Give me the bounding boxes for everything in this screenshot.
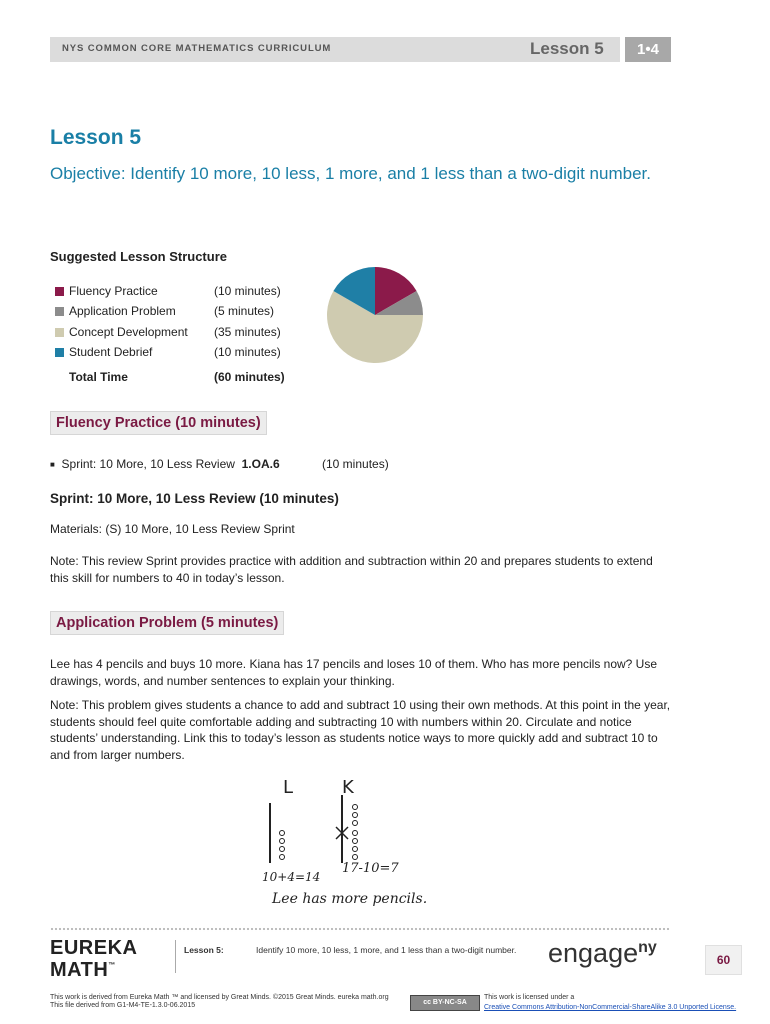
bullet-standard: 1.OA.6 (241, 457, 280, 471)
sprint-note: Note: This review Sprint provides practice with addition and subtraction within 20 and prepares students to extend this skill for numbers to 40 in today’s lesson. (50, 554, 653, 585)
structure-heading: Suggested Lesson Structure (50, 249, 227, 264)
legend-swatch (55, 307, 64, 316)
logo-line2: MATH (50, 959, 109, 981)
pencil-circle (280, 855, 285, 860)
application-heading: Application Problem (5 minutes) (50, 611, 284, 635)
legend-minutes: (35 minutes) (214, 325, 281, 339)
license-line1: This work is licensed under a (484, 994, 575, 1001)
objective: Objective: Identify 10 more, 10 less, 1 more, and 1 less than a two-digit number. (50, 164, 651, 183)
engageny-logo (548, 938, 657, 969)
pencil-circle (353, 839, 358, 844)
footer-objective: Identify 10 more, 10 less, 1 more, and 1 less than a two-digit number. (256, 945, 517, 955)
curriculum-title: NYS COMMON CORE MATHEMATICS CURRICULUM (62, 43, 332, 54)
footer-separator (175, 940, 176, 973)
page-number: 60 (705, 945, 742, 975)
total-label: Total Time (69, 370, 128, 384)
pencil-circle (280, 831, 285, 836)
equation-lee: 10+4=14 (262, 870, 321, 884)
pencil-circle (353, 847, 358, 852)
label-k: K (342, 777, 354, 798)
footer-divider (50, 927, 670, 932)
legend-label: Fluency Practice (69, 284, 158, 298)
credit-line1: This work is derived from Eureka Math ™ and licensed by Great Minds. ©2015 Great Minds. eureka math.org (50, 994, 389, 1001)
lesson-title: Lesson 5 (50, 126, 142, 149)
application-note: Note: This problem gives students a chance to add and subtract 10 using their own methods. At this point in the year, students should feel quite comfortable adding and subtracting 10 with numbers within 20. Circulate and notice students’ understanding. Link this to today’s lesson as students notice ways to more quickly add and subtract 10 to and from larger numbers. (50, 698, 671, 762)
header-lesson: Lesson 5 (530, 39, 604, 58)
pencil-circle (280, 839, 285, 844)
footer-lesson: Lesson 5: (184, 945, 224, 955)
fluency-bullet (50, 456, 672, 474)
answer-sentence: Lee has more pencils. (272, 891, 428, 907)
sprint-heading: Sprint: 10 More, 10 Less Review (10 minutes) (50, 491, 339, 506)
legend-swatch (55, 348, 64, 357)
pencil-circle (353, 855, 358, 860)
legend-minutes: (10 minutes) (214, 345, 281, 359)
pencil-circle (280, 847, 285, 852)
pencil-circle (353, 805, 358, 810)
legend-label: Student Debrief (69, 345, 153, 359)
engage-text: engage (548, 938, 639, 968)
legend-label: Concept Development (69, 325, 188, 339)
logo-trademark: ™ (108, 962, 116, 969)
label-l: L (283, 777, 294, 798)
bullet-text: Sprint: 10 More, 10 Less Review (61, 457, 235, 471)
cc-license-badge[interactable]: cc BY-NC-SA (410, 995, 480, 1011)
application-problem: Lee has 4 pencils and buys 10 more. Kiana has 17 pencils and loses 10 of them. Who has more pencils now? Use drawings, words, and number sentences to explain your thinking. (50, 657, 658, 688)
legend-minutes: (10 minutes) (214, 284, 281, 298)
fluency-heading: Fluency Practice (10 minutes) (50, 411, 267, 435)
module-badge: 1•4 (625, 37, 671, 62)
eureka-math-logo (50, 939, 137, 979)
engage-sup: ny (638, 939, 657, 956)
legend-minutes: (5 minutes) (214, 304, 275, 318)
logo-line1: EUREKA (50, 937, 138, 959)
pencil-circle (353, 831, 358, 836)
legend-swatch (55, 328, 64, 337)
pencil-circle (353, 813, 358, 818)
equation-kiana: 17-10=7 (342, 861, 399, 876)
student-work (250, 775, 450, 915)
bullet-minutes: (10 minutes) (322, 457, 389, 471)
lesson-pie-chart (325, 265, 425, 365)
total-minutes: (60 minutes) (214, 370, 285, 384)
legend-swatch (55, 287, 64, 296)
pencil-circle (353, 821, 358, 826)
sprint-materials: Materials: (S) 10 More, 10 Less Review Sprint (50, 522, 295, 536)
credit-line2: This file derived from G1-M4-TE-1.3.0-06.2015 (50, 1002, 196, 1009)
bullet-icon: ■ (50, 460, 55, 469)
legend-label: Application Problem (69, 304, 176, 318)
license-link[interactable]: Creative Commons Attribution-NonCommercial-ShareAlike 3.0 Unported License. (484, 1004, 737, 1011)
